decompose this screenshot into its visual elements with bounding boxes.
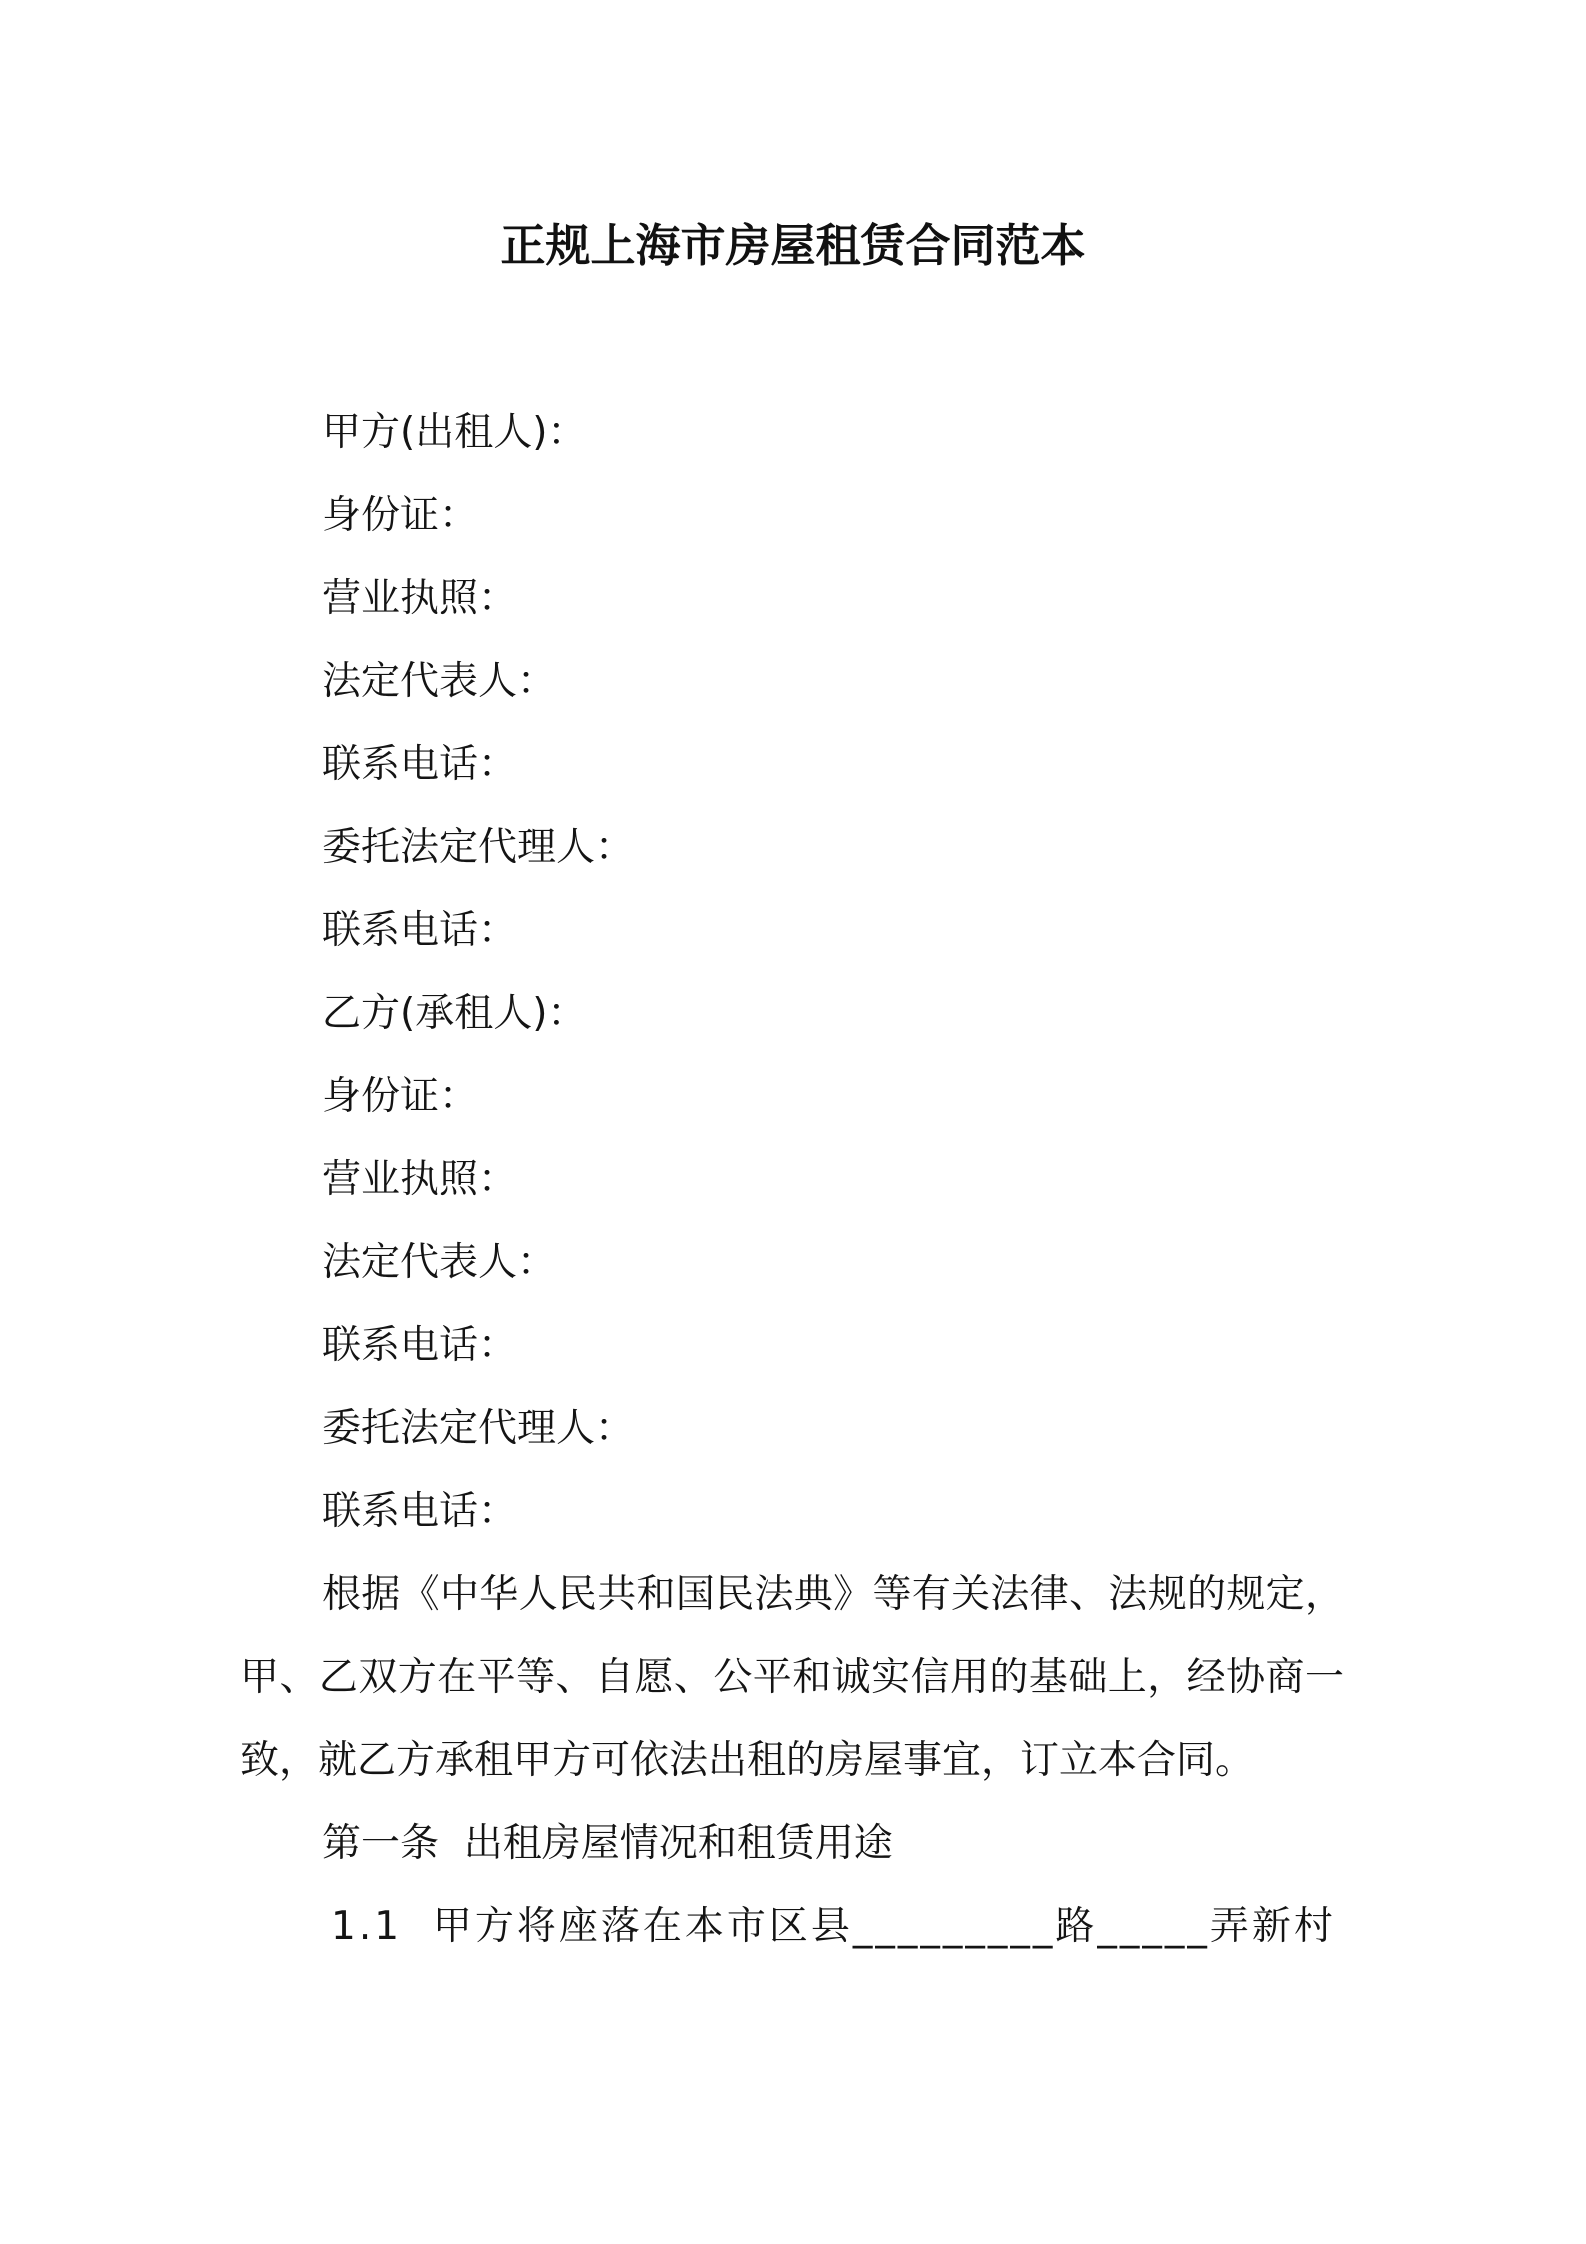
party-a-legal-representative: 法定代表人： <box>322 659 557 704</box>
article-1-heading: 第一条 出租房屋情况和租赁用途 <box>322 1821 893 1866</box>
party-a-authorized-agent: 委托法定代理人： <box>322 825 635 870</box>
party-b-agent-phone: 联系电话： <box>322 1489 518 1534</box>
party-a-business-license: 营业执照： <box>322 576 518 621</box>
party-b-label: 乙方(承租人)： <box>322 991 587 1036</box>
party-a-agent-phone: 联系电话： <box>322 908 518 953</box>
page-title: 正规上海市房屋租赁合同范本 <box>500 219 1086 272</box>
party-b-phone: 联系电话： <box>322 1323 518 1368</box>
party-a-phone: 联系电话： <box>322 742 518 787</box>
clause-1-1: 1.1 甲方将座落在本市区县_________路_____弄新村 <box>331 1904 1336 1949</box>
party-b-id-card: 身份证： <box>322 1074 479 1119</box>
preamble-paragraph: 根据《中华人民共和国民法典》等有关法律、法规的规定，甲、乙双方在平等、自愿、公平和诚实信用的基础上，经协商一致，就乙方承租甲方可依法出租的房屋事宜，订立本合同。 <box>240 1572 1344 1783</box>
party-b-legal-representative: 法定代表人： <box>322 1240 557 1285</box>
contract-body <box>240 391 1344 1968</box>
party-b-authorized-agent: 委托法定代理人： <box>322 1406 635 1451</box>
party-a-label: 甲方(出租人)： <box>322 410 587 455</box>
party-b-business-license: 营业执照： <box>322 1157 518 1202</box>
party-a-id-card: 身份证： <box>322 493 479 538</box>
